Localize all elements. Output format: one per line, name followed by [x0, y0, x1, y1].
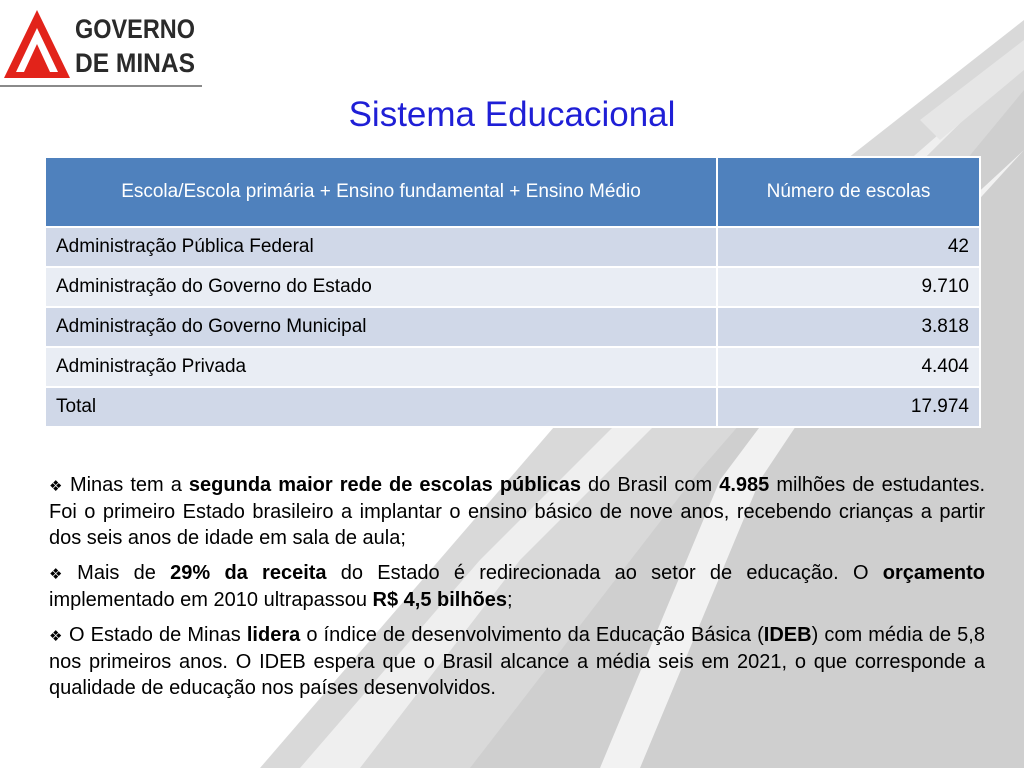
- bullet-segment-bold: 4.985: [719, 474, 770, 496]
- bullet-segment-bold: orçamento: [882, 562, 986, 584]
- bullet-segment-bold: R$ 4,5 bilhões: [372, 589, 508, 611]
- diamond-bullet-icon: ❖: [49, 627, 63, 645]
- diamond-bullet-icon: ❖: [49, 565, 72, 583]
- bullet-segment: do Brasil com: [580, 474, 720, 496]
- bullet-segment-bold: IDEB: [763, 624, 812, 646]
- bullet-item: [49, 472, 985, 551]
- table-row: [45, 227, 980, 267]
- table-row: [45, 307, 980, 347]
- bullet-segment: milhões de estudantes. Foi o primeiro Estado brasileiro a implantar o ensino básico de nove anos, recebendo crianças a partir dos seis anos de idade em sala de aula;: [49, 474, 986, 549]
- governo-de-minas-logo: [0, 0, 202, 88]
- logo-line1: GOVERNO: [75, 14, 195, 44]
- bullet-segment: implementado em 2010 ultrapassou: [49, 589, 373, 611]
- row-name: Total: [45, 387, 717, 427]
- header-school-type: Escola/Escola primária + Ensino fundamental + Ensino Médio: [45, 157, 717, 227]
- bullet-segment: Mais de: [77, 562, 171, 584]
- bullet-segment-bold: lidera: [246, 624, 301, 646]
- header-school-count: Número de escolas: [717, 157, 980, 227]
- diamond-bullet-icon: ❖: [49, 477, 64, 495]
- bullet-item: [49, 622, 985, 701]
- bullet-segment: O Estado de Minas: [69, 624, 247, 646]
- table-row: [45, 267, 980, 307]
- logo-line2: DE MINAS: [75, 48, 195, 78]
- row-name: Administração do Governo Municipal: [45, 307, 717, 347]
- row-value: 17.974: [717, 387, 980, 427]
- bullet-segment: ;: [507, 589, 513, 611]
- bullet-segment: do Estado é redirecionada ao setor de educação. O: [326, 562, 883, 584]
- row-name: Administração Pública Federal: [45, 227, 717, 267]
- row-value: 42: [717, 227, 980, 267]
- bullet-segment: Minas tem a: [69, 474, 189, 496]
- row-value: 9.710: [717, 267, 980, 307]
- bullet-item: [49, 560, 985, 613]
- table-row-total: [45, 387, 980, 427]
- bullet-segment-bold: 29% da receita: [170, 562, 327, 584]
- slide-title: Sistema Educacional: [348, 95, 676, 134]
- row-value: 3.818: [717, 307, 980, 347]
- bullet-segment: ) com média de 5,8 nos primeiros anos. O IDEB espera que o Brasil alcance a média seis em 2021, o que corresponde a qualidade de educação nos países desenvolvidos.: [49, 624, 985, 699]
- row-value: 4.404: [717, 347, 980, 387]
- table-header-row: [45, 157, 980, 227]
- row-name: Administração do Governo do Estado: [45, 267, 717, 307]
- table-row: [45, 347, 980, 387]
- logo-divider: [0, 85, 202, 87]
- bullet-segment-bold: segunda maior rede de escolas públicas: [188, 474, 581, 496]
- schools-table: [44, 156, 981, 428]
- bullet-list: [49, 472, 985, 710]
- bullet-segment: o índice de desenvolvimento da Educação Básica (: [300, 624, 764, 646]
- row-name: Administração Privada: [45, 347, 717, 387]
